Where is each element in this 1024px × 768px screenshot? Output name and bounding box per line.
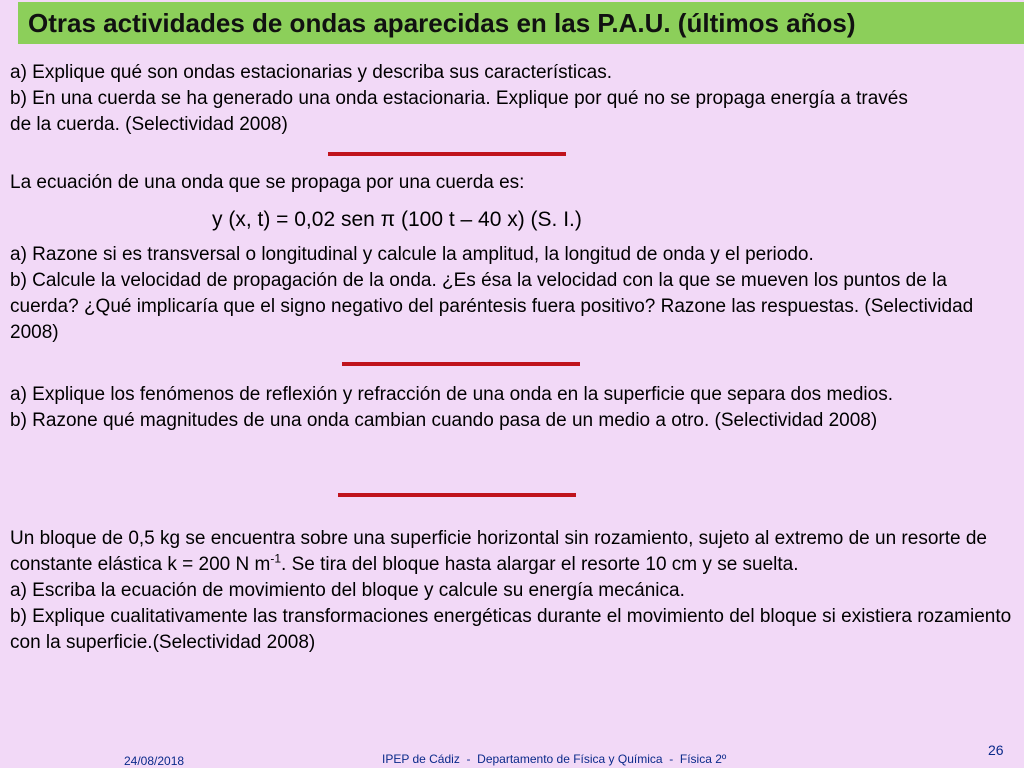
question-4-intro-pre: Un bloque de 0,5 kg se encuentra sobre una superficie horizontal sin rozamiento, sujeto al extremo de un resorte de constante elástica k = 200 N m (10, 528, 987, 575)
question-2-intro (10, 170, 1010, 196)
question-4 (10, 526, 1015, 656)
question-2 (10, 242, 1010, 346)
question-3-part-a: a) Explique los fenómenos de reflexión y refracción de una onda en la superficie que separa dos medios. (10, 384, 893, 405)
wave-equation: y (x, t) = 0,02 sen π (100 t – 40 x) (S. I.) (212, 208, 582, 231)
divider-3 (338, 493, 576, 497)
footer-center: IPEP de Cádiz - Departamento de Física y Química - Física 2º (382, 752, 727, 766)
page-number: 26 (988, 742, 1004, 758)
question-2-part-b: b) Calcule la velocidad de propagación de la onda. ¿Es ésa la velocidad con la que se mueven los puntos de la cuerda? ¿Qué implicaría que el signo negativo del paréntesis fuera positivo? Razone las respuestas. (Selectividad 2008) (10, 270, 974, 343)
page-title: Otras actividades de ondas aparecidas en las P.A.U. (últimos años) (28, 7, 856, 38)
question-4-part-b: b) Explique cualitativamente las transformaciones energéticas durante el movimiento del bloque si existiera rozamiento con la superficie.(Selectividad 2008) (10, 606, 1012, 653)
divider-2 (342, 362, 580, 366)
question-3-part-b: b) Razone qué magnitudes de una onda cambian cuando pasa de un medio a otro. (Selectividad 2008) (10, 410, 878, 431)
question-1-part-b: b) En una cuerda se ha generado una onda estacionaria. Explique por qué no se propaga energía a través de la cuerda. (Selectividad 2008) (10, 88, 908, 135)
question-4-part-a: a) Escriba la ecuación de movimiento del bloque y calcule su energía mecánica. (10, 580, 685, 601)
question-2-part-a: a) Razone si es transversal o longitudinal y calcule la amplitud, la longitud de onda y el periodo. (10, 244, 814, 265)
title-bar (18, 2, 1024, 44)
divider-1 (328, 152, 566, 156)
footer-date: 24/08/2018 (124, 754, 185, 768)
question-4-intro-sup: -1 (270, 551, 282, 566)
question-2-intro-text: La ecuación de una onda que se propaga por una cuerda es: (10, 172, 525, 193)
question-1-part-a: a) Explique qué son ondas estacionarias y describa sus características. (10, 62, 612, 83)
question-4-intro (10, 526, 1015, 578)
question-4-intro-post: . Se tira del bloque hasta alargar el resorte 10 cm y se suelta. (281, 554, 799, 575)
question-3 (10, 382, 1010, 434)
question-1 (10, 60, 1010, 138)
